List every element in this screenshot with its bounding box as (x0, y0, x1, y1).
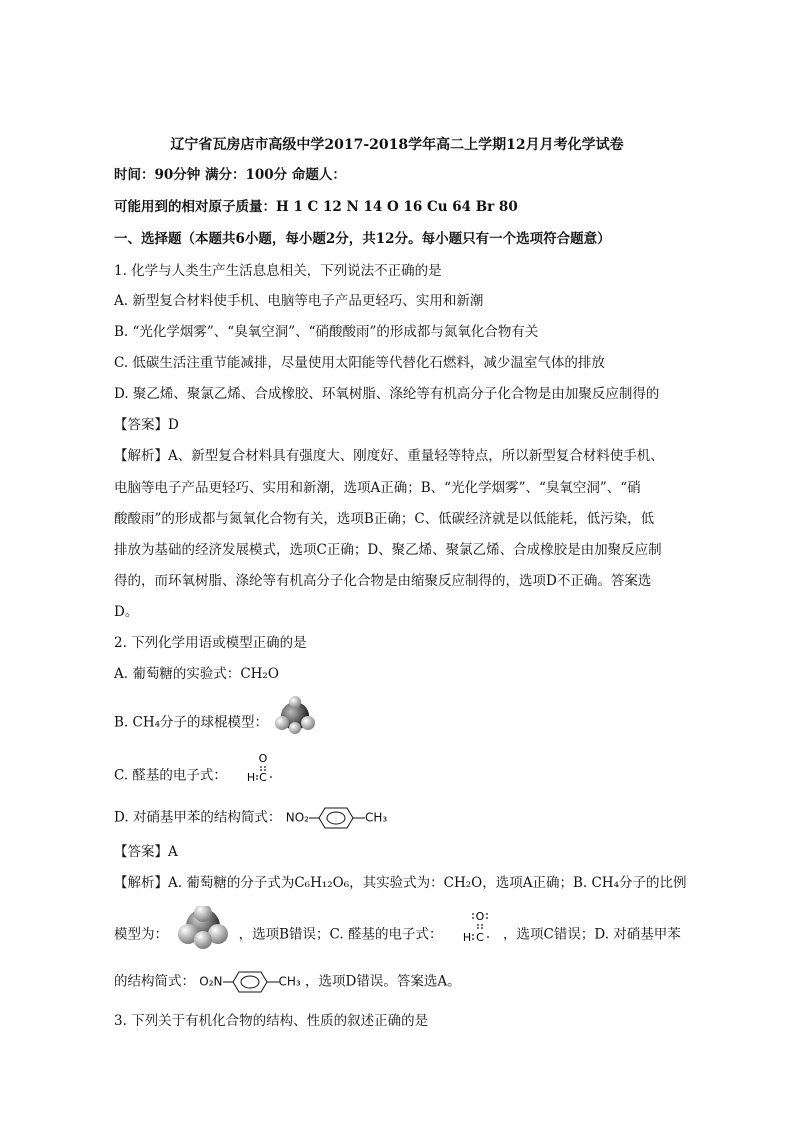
q3-stem: 3. 下列关于有机化合物的结构、性质的叙述正确的是 (114, 1013, 429, 1029)
atomic-masses: 可能用到的相对原子质量：H 1 C 12 N 14 O 16 Cu 64 Br 80 (114, 199, 518, 215)
q1-explanation-3: 酸酸雨”的形成都与氮氧化合物有关，选项B正确；C、低碳经济就是以低能耗，低污染，低 (114, 511, 655, 527)
q2-answer: 【答案】A (114, 844, 178, 860)
q2-explanation-2a: 模型为： (114, 926, 168, 943)
aldehyde-electron-formula-image (245, 752, 281, 786)
exam-meta-time: 时间：90分钟 满分：100分 命题人： (114, 167, 346, 183)
q1-explanation-6: D。 (114, 604, 139, 620)
q2-option-c-row (114, 752, 281, 786)
q1-explanation-2: 电脑等电子产品更轻巧、实用和新潮，选项A正确；B、“光化学烟雾”、“臭氧空洞”、“硝 (114, 480, 641, 496)
svg-text:O: O (258, 752, 268, 765)
q1-explanation-4: 排放为基础的经济发展模式，选项C正确；D、聚乙烯、聚氯乙烯、合成橡胶是由加聚反应制 (114, 542, 662, 558)
ch4-ball-model-image (272, 696, 318, 736)
benzene-ring-correct-icon (223, 970, 279, 994)
svg-text:C: C (259, 771, 268, 784)
q2-option-d-row (114, 806, 387, 830)
q2-option-a: A. 葡萄糖的实验式：CH₂O (114, 666, 279, 682)
nitrotoluene-correct-right-group: CH₃ (278, 974, 301, 989)
q2-explanation-3b: ，选项D错误。答案选A。 (305, 973, 461, 990)
q1-option-b: B. “光化学烟雾”、“臭氧空洞”、“硝酸酸雨”的形成都与氮氧化合物有关 (114, 324, 539, 340)
q1-option-d: D. 聚乙烯、聚氯乙烯、合成橡胶、环氧树脂、涤纶等有机高分子化合物是由加聚反应制得的 (114, 386, 660, 402)
q2-option-b-row (114, 710, 318, 736)
nitrotoluene-right-group: CH₃ (364, 810, 388, 825)
section-heading: 一、选择题（本题共6小题，每小题2分，共12分。每小题只有一个选项符合题意） (114, 231, 611, 247)
q1-explanation-5: 得的，而环氧树脂、涤纶等有机高分子化合物是由缩聚反应制得的，选项D不正确。答案选 (114, 573, 652, 589)
svg-text:H: H (247, 771, 256, 784)
svg-text:C: C (475, 931, 484, 944)
q1-option-c: C. 低碳生活注重节能减排，尽量使用太阳能等代替化石燃料，减少温室气体的排放 (114, 355, 605, 371)
nitrotoluene-correct-left-group: O₂N (199, 974, 223, 989)
q2-explanation-2-row (114, 910, 681, 950)
q2-explanation-1: 【解析】A. 葡萄糖的分子式为C₆H₁₂O₆，其实验式为：CH₂O，选项A正确；B. CH₄分子的比例 (114, 875, 687, 891)
q1-option-a: A. 新型复合材料使手机、电脑等电子产品更轻巧、实用和新潮 (114, 293, 484, 309)
q1-stem: 1. 化学与人类生产生活息息相关，下列说法不正确的是 (114, 263, 442, 279)
q2-explanation-2c: ，选项C错误；D. 对硝基甲苯 (503, 926, 681, 943)
q2-explanation-3-row (114, 970, 461, 994)
aldehyde-electron-formula-correct-image (459, 908, 499, 948)
q2-option-b: B. CH₄分子的球棍模型： (114, 714, 269, 731)
q2-stem: 2. 下列化学用语或模型正确的是 (114, 635, 307, 651)
ch4-space-filling-model-image (172, 906, 234, 950)
q1-answer: 【答案】D (114, 417, 179, 433)
q2-option-c: C. 醛基的电子式： (114, 767, 227, 784)
svg-text:O: O (475, 910, 485, 923)
q2-explanation-2b: ，选项B错误；C. 醛基的电子式： (238, 926, 443, 943)
svg-text:H: H (462, 931, 471, 944)
benzene-ring-icon (309, 806, 365, 830)
q1-explanation-1: 【解析】A、新型复合材料具有强度大、刚度好、重量轻等特点，所以新型复合材料使手机、 (114, 448, 664, 464)
exam-title: 辽宁省瓦房店市高级中学2017-2018学年高二上学期12月月考化学试卷 (170, 137, 624, 153)
nitrotoluene-left-group: NO₂ (285, 810, 309, 825)
q2-option-d: D. 对硝基甲苯的结构简式： (114, 809, 282, 826)
q2-explanation-3a: 的结构简式： (114, 973, 195, 990)
